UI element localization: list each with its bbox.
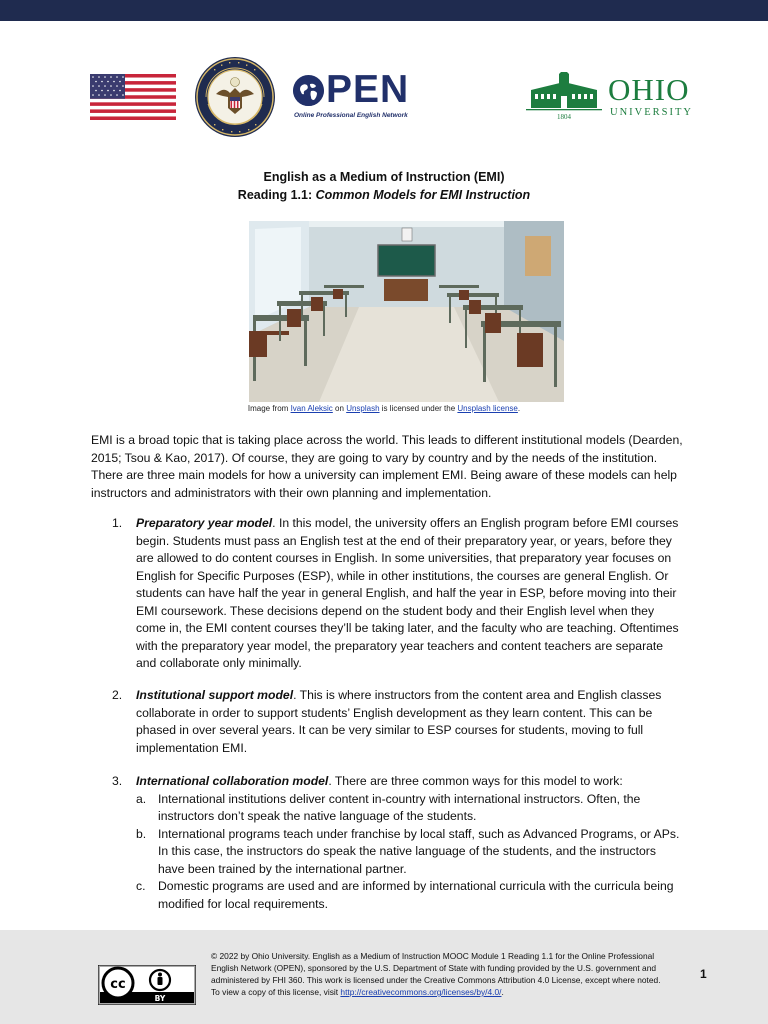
classroom-photo [249,221,564,402]
list-item-body [136,515,683,673]
intro-paragraph: EMI is a broad topic that is taking place across the world. This leads to different institutional models (Dearden, 2015; Tsou & Kao, 2017). Of course, they are going to vary by country and by the needs of the institution. There are three main models for how a university can implement EMI. Being aware of these models can help instructors and administrators with their own planning and implementation. [91,433,683,500]
sub-list-text: Domestic programs are used and are informed by international curricula with the curricula being modified for local requirements. [158,879,674,911]
sub-list-item [136,791,683,826]
title-line-1: English as a Medium of Instruction (EMI) [263,170,505,184]
license-end: . [501,987,504,997]
sub-list-letter: a. [136,791,147,806]
title-line-2 [0,186,768,204]
cc-mark: cc [110,977,126,992]
ohio-building-icon [526,72,602,122]
ohio-logo-subtitle: UNIVERSITY [610,107,693,118]
license-text [211,950,661,998]
open-logo [293,70,428,124]
globe-icon [293,75,324,106]
page-footer [0,930,768,1024]
list-term: Institutional support model [136,688,294,702]
sub-list-text: International programs teach under franchise by local staff, such as Advanced Programs, or APs. In this case, the instructors do speak the native language of the students, and the instructors have been trained by the international partner. [158,826,680,876]
title-italic: Common Models for EMI Instruction [315,188,531,202]
sub-list-item [136,826,683,879]
department-of-state-seal-icon [194,56,276,138]
caption-mid: is licensed under the [381,404,456,413]
list-item-body [136,773,683,791]
title-prefix: Reading 1.1: [237,188,313,202]
list-number: 2. [112,688,123,702]
list-item [91,773,683,913]
list-item [91,515,683,673]
license-url-link[interactable]: http://creativecommons.org/licenses/by/4.0/ [340,987,502,997]
caption-prefix: Image from [247,404,289,413]
open-logo-tagline: Online Professional English Network [294,112,408,119]
ohio-university-logo [526,72,706,122]
caption-license-link[interactable]: Unsplash license [457,404,518,413]
ohio-logo-word: OHIO [608,72,690,107]
list-text: . There are three common ways for this model to work: [328,774,623,788]
open-logo-word: PEN [326,68,410,111]
top-banner-bar [0,0,768,21]
cc-by-label: BY [154,994,166,1003]
list-term: International collaboration model [136,774,329,788]
list-number: 3. [112,774,123,788]
caption-on: on [335,404,344,413]
list-text: . This is where instructors from the content area and English classes collaborate in order to support students’ English development as they learn content. This can be phased in over several years. It can be very similar to ESP courses for students, moving to full implementation EMI. [136,688,662,755]
license-body: © 2022 by Ohio University. English as a Medium of Instruction MOOC Module 1 Reading 1.1 for the Online Professional English Network (OPEN), sponsored by the U.S. Department of State with funding provided by the U.S. government and administered by FHI 360. This work is licensed under the Creative Commons Attribution 4.0 License, except where noted. To view a copy of this license, visit [211,951,661,997]
list-term: Preparatory year model [136,516,273,530]
caption-author-link[interactable]: Ivan Aleksic [290,404,333,413]
ohio-founding-year: 1804 [557,113,571,121]
sub-list-letter: c. [136,879,146,893]
caption-end: . [517,404,521,413]
sub-list-text: International institutions deliver content in-country with international instructors. Often, the instructors don’t speak the native language of the students. [158,791,641,823]
list-number: 1. [112,516,123,530]
document-title [0,168,768,204]
us-flag-icon [90,74,176,120]
list-text: . In this model, the university offers an English program before EMI courses begin. Students must pass an English test at the end of their preparatory year, or years, before they are allowed to do content courses in English. In some universities, that preparatory year focuses on English for Specific Purposes (ESP), while in other institutions, the courses are general English. Or students can have half the year in general English, and half the year in ESP, before moving into their EMI coursework. These decisions depend on the student body and their English level when they come in, the EMI content courses they’ll be taking later, and the faculty who are teaching. Oftentimes with the preparatory year model, the preparatory year teachers and content teachers are separate and collaborate only minimally. [136,516,679,670]
caption-site-link[interactable]: Unsplash [346,404,380,413]
page-number: 1 [700,967,707,981]
photo-caption [0,404,768,413]
list-item-body [136,687,683,757]
sub-list-item [136,878,683,913]
logo-row [0,56,768,140]
creative-commons-by-badge-icon [98,965,196,1005]
list-item [91,687,683,757]
sub-list-letter: b. [136,826,147,841]
